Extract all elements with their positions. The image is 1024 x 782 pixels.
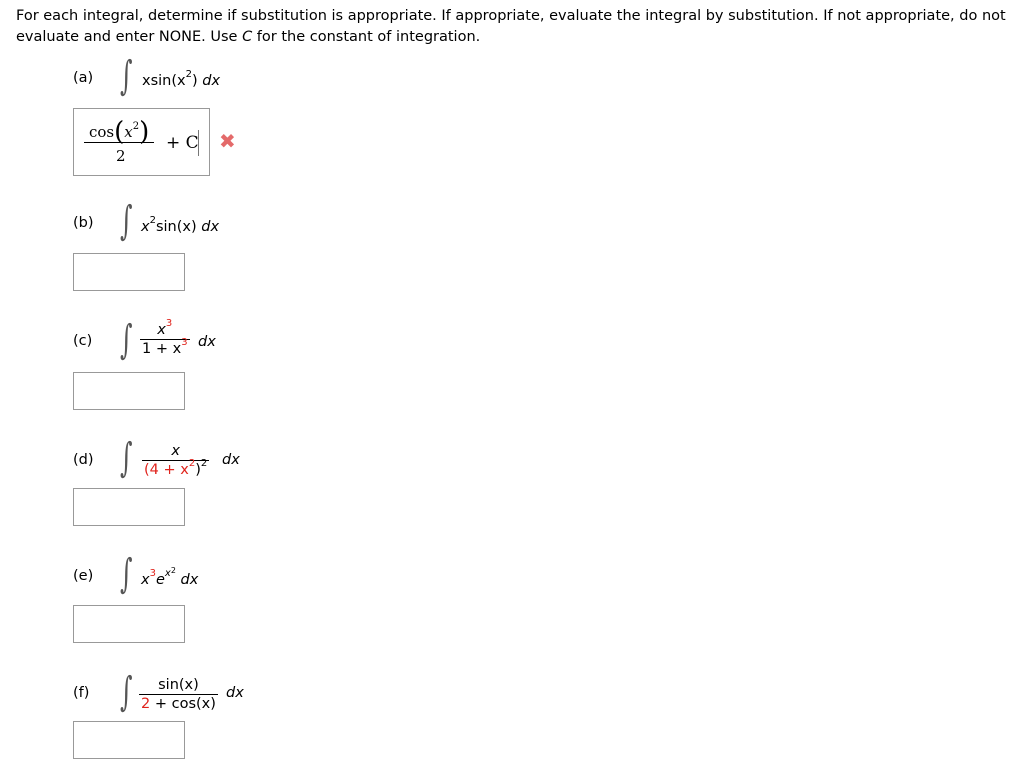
answer-a-denominator: 2 — [116, 147, 126, 165]
integral-sign-icon: ∫ — [120, 551, 133, 597]
problem-d-label: (d) — [73, 452, 94, 468]
problem-e-label: (e) — [73, 568, 94, 584]
problem-d-dx: dx — [222, 452, 240, 468]
answer-a-numerator: $\cos(x^2)$ — [89, 117, 150, 147]
problem-b-label: (b) — [73, 215, 94, 231]
problem-f-fraction: sin(x) 2 + cos(x) — [141, 677, 216, 712]
answer-input-d[interactable] — [73, 488, 185, 526]
problem-f-dx: dx — [226, 685, 244, 701]
integral-sign-icon: ∫ — [120, 53, 133, 99]
answer-a-fraction-bar — [84, 142, 154, 143]
answer-input-f[interactable] — [73, 721, 185, 759]
answer-input-e[interactable] — [73, 605, 185, 643]
integral-sign-icon: ∫ — [120, 435, 133, 481]
integral-sign-icon: ∫ — [120, 198, 133, 244]
problem-a-integrand: $xsin(x^2)$ dx — [142, 69, 221, 89]
instructions: For each integral, determine if substitution is appropriate. If appropriate, evaluate the integral by substitution. If not appropriate, do not evaluate and enter NONE. Use C for the constant of integration. — [16, 8, 1006, 45]
answer-input-b[interactable] — [73, 253, 185, 291]
problem-e-integrand: $x^3e^{x^2}$ dx — [141, 566, 199, 588]
integral-sign-icon: ∫ — [120, 317, 133, 363]
answer-a-plus-c: + C — [166, 133, 199, 153]
integral-sign-icon: ∫ — [120, 669, 133, 715]
problem-d-fraction: x $(4 + x^2)^2$ — [144, 443, 208, 478]
problem-f-label: (f) — [73, 685, 90, 701]
answer-input-c[interactable] — [73, 372, 185, 410]
problem-b-integrand: $x^2\sin(x)$ dx — [141, 215, 220, 235]
incorrect-mark-icon: ✖ — [219, 129, 236, 153]
answer-a-cursor-line — [198, 130, 199, 156]
problem-c-fraction: $x^3$ $1 + x^3$ — [142, 318, 188, 357]
answer-input-a[interactable] — [73, 108, 210, 176]
problem-c-dx: dx — [198, 334, 216, 350]
problem-c-label: (c) — [73, 333, 93, 349]
constant-symbol: C — [242, 29, 253, 45]
problem-a-label: (a) — [73, 70, 94, 86]
